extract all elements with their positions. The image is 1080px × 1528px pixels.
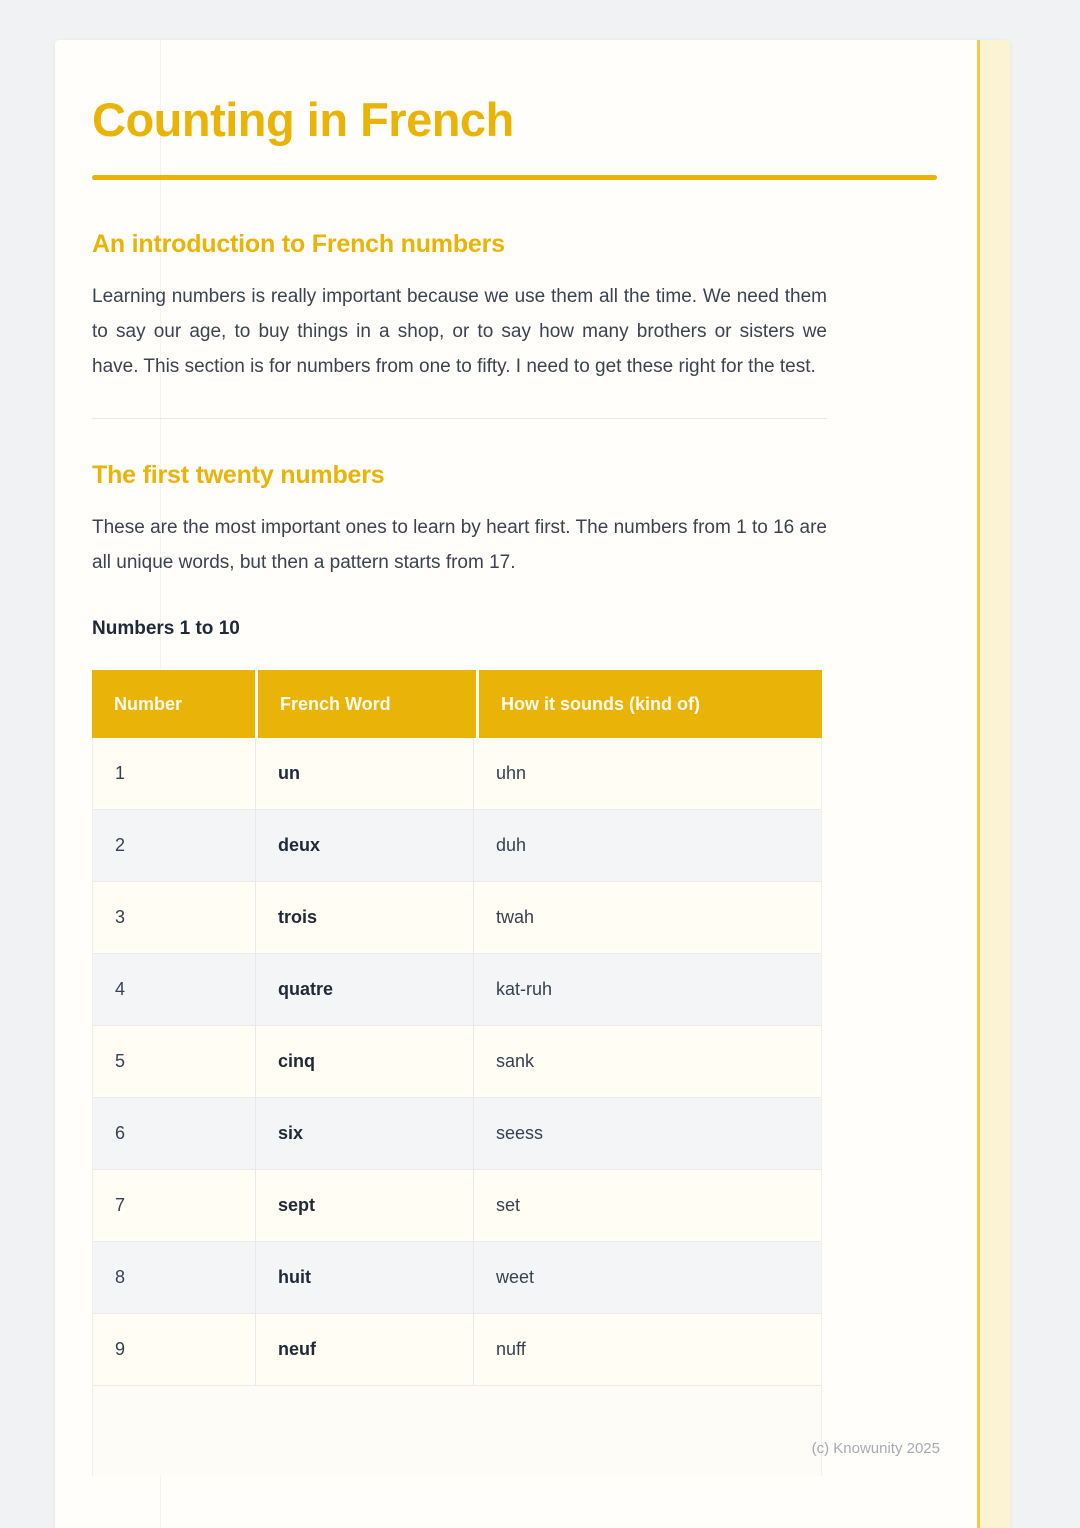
page-title: Counting in French (92, 93, 514, 146)
table-row-partial (93, 1386, 821, 1476)
cell-number: 4 (93, 954, 256, 1025)
cell-pronunciation: seess (496, 1123, 544, 1143)
cell-french-word: sept (256, 1170, 474, 1241)
section-heading-introduction: An introduction to French numbers (92, 230, 505, 258)
cell-number: 2 (93, 810, 256, 881)
cell-number: 9 (93, 1314, 256, 1385)
cell-french-word: deux (256, 810, 474, 881)
cell-french-word: neuf (256, 1314, 474, 1385)
introduction-paragraph: Learning numbers is really important because we use them all the time. We need them to say our age, to buy things in a shop, or to say how many brothers or sisters we have. This section is for numbers from one to fifty. I need to get these right for the test. (92, 286, 827, 377)
cell-number: 8 (93, 1242, 256, 1313)
cell-number: 1 (93, 738, 256, 809)
cell-pronunciation: duh (496, 835, 527, 855)
table-row (93, 810, 821, 882)
table-row (93, 1026, 821, 1098)
watermark: (c) Knowunity 2025 (811, 1440, 940, 1457)
cell-pronunciation: set (496, 1195, 521, 1215)
header-cell-french-word: French Word (258, 670, 476, 738)
first-twenty-paragraph: These are the most important ones to learn by heart first. The numbers from 1 to 16 are all unique words, but then a pattern starts from 17. (92, 517, 827, 573)
cell-french-word: six (256, 1098, 474, 1169)
table-row (93, 1170, 821, 1242)
cell-pronunciation: uhn (496, 763, 527, 783)
cell-number: 6 (93, 1098, 256, 1169)
document-sheet (55, 40, 1010, 1528)
table-header-row (92, 670, 822, 738)
table-row (93, 1098, 821, 1170)
cell-pronunciation: twah (496, 907, 535, 927)
table-row (93, 954, 821, 1026)
table-body (92, 738, 822, 1476)
numbers-table (92, 670, 822, 1476)
subheading-numbers-1-to-10: Numbers 1 to 10 (92, 618, 240, 639)
table-row (93, 882, 821, 954)
section-heading-first-twenty: The first twenty numbers (92, 461, 385, 489)
cell-number: 3 (93, 882, 256, 953)
cell-number: 5 (93, 1026, 256, 1097)
cell-pronunciation: kat-ruh (496, 979, 553, 999)
cell-french-word: trois (256, 882, 474, 953)
table-row (93, 1314, 821, 1386)
table-row (93, 738, 821, 810)
cell-pronunciation: sank (496, 1051, 535, 1071)
header-cell-number: Number (92, 670, 255, 738)
cell-number: 7 (93, 1170, 256, 1241)
cell-pronunciation: weet (496, 1267, 535, 1287)
cell-french-word: un (256, 738, 474, 809)
document-content (55, 40, 1010, 1476)
header-cell-pronunciation: How it sounds (kind of) (479, 670, 822, 738)
cell-french-word: huit (256, 1242, 474, 1313)
table-row (93, 1242, 821, 1314)
cell-pronunciation: nuff (496, 1339, 526, 1359)
cell-french-word: quatre (256, 954, 474, 1025)
title-divider (92, 175, 937, 180)
cell-french-word: cinq (256, 1026, 474, 1097)
section-divider (92, 418, 827, 419)
